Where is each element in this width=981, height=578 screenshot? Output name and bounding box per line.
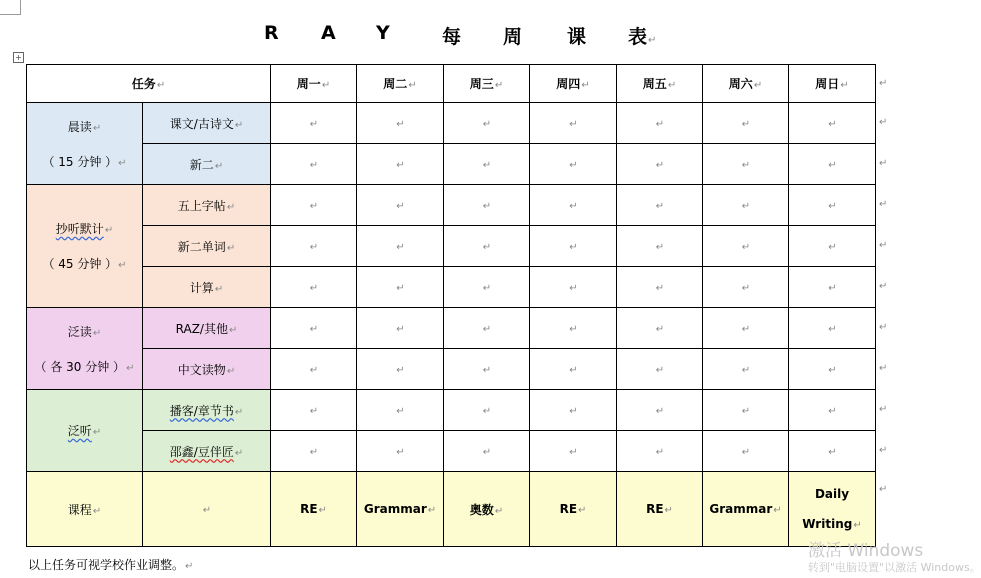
row-end-mark: ↵	[879, 240, 888, 251]
category-extensive-listening[interactable]: 泛听↵	[27, 390, 143, 472]
subtask-cell[interactable]: 课文/古诗文↵	[143, 103, 271, 144]
schedule-cell[interactable]: ↵	[271, 349, 357, 390]
row-end-mark: ↵	[879, 322, 888, 333]
page-title	[230, 22, 680, 48]
schedule-cell[interactable]: ↵	[530, 103, 617, 144]
subtask-cell[interactable]: 计算↵	[143, 267, 271, 308]
schedule-cell[interactable]: ↵	[444, 349, 530, 390]
schedule-cell[interactable]: ↵	[617, 103, 703, 144]
schedule-cell[interactable]: ↵	[703, 267, 789, 308]
table-row	[27, 349, 876, 390]
schedule-cell[interactable]: ↵	[617, 226, 703, 267]
schedule-cell[interactable]: ↵	[357, 267, 444, 308]
schedule-cell[interactable]: ↵	[444, 144, 530, 185]
header-day: 周日↵	[789, 65, 876, 103]
schedule-cell[interactable]: ↵	[444, 185, 530, 226]
course-cell[interactable]: RE↵	[617, 472, 703, 547]
schedule-cell[interactable]: ↵	[789, 185, 876, 226]
subtask-cell[interactable]: 五上字帖↵	[143, 185, 271, 226]
row-end-mark: ↵	[879, 363, 888, 374]
schedule-cell[interactable]: ↵	[271, 431, 357, 472]
schedule-cell[interactable]: ↵	[617, 431, 703, 472]
schedule-cell[interactable]: ↵	[617, 185, 703, 226]
schedule-cell[interactable]: ↵	[271, 103, 357, 144]
subtask-cell[interactable]: 邵鑫/豆伴匠↵	[143, 431, 271, 472]
course-cell[interactable]: 奥数↵	[444, 472, 530, 547]
schedule-cell[interactable]: ↵	[530, 349, 617, 390]
schedule-cell[interactable]: ↵	[617, 267, 703, 308]
schedule-cell[interactable]: ↵	[530, 226, 617, 267]
category-extensive-reading[interactable]: 泛读↵ （ 各 30 分钟 ）↵	[27, 308, 143, 390]
schedule-cell[interactable]: ↵	[271, 308, 357, 349]
schedule-cell[interactable]: ↵	[703, 144, 789, 185]
schedule-cell[interactable]: ↵	[357, 144, 444, 185]
subtask-cell[interactable]: 播客/章节书↵	[143, 390, 271, 431]
row-end-mark: ↵	[879, 117, 888, 128]
row-end-mark: ↵	[879, 445, 888, 456]
row-end-mark: ↵	[879, 78, 888, 89]
schedule-cell[interactable]: ↵	[271, 144, 357, 185]
schedule-cell[interactable]: ↵	[444, 431, 530, 472]
schedule-cell[interactable]: ↵	[444, 226, 530, 267]
schedule-cell[interactable]: ↵	[789, 226, 876, 267]
schedule-cell[interactable]: ↵	[357, 308, 444, 349]
category-morning-reading[interactable]: 晨读↵ （ 15 分钟 ）↵	[27, 103, 143, 185]
schedule-cell[interactable]: ↵	[271, 226, 357, 267]
title-char: 表↵	[628, 26, 657, 48]
course-cell[interactable]: Grammar↵	[357, 472, 444, 547]
schedule-cell[interactable]: ↵	[789, 431, 876, 472]
table-row	[27, 431, 876, 472]
schedule-cell[interactable]: ↵	[357, 103, 444, 144]
schedule-cell[interactable]: ↵	[357, 390, 444, 431]
course-label[interactable]: 课程↵	[27, 472, 143, 547]
table-row	[27, 226, 876, 267]
course-row	[27, 472, 876, 547]
schedule-cell[interactable]: ↵	[357, 185, 444, 226]
title-char: Y	[376, 22, 390, 44]
schedule-cell[interactable]: ↵	[617, 349, 703, 390]
schedule-cell[interactable]: ↵	[444, 390, 530, 431]
schedule-cell[interactable]: ↵	[530, 390, 617, 431]
header-day: 周六↵	[703, 65, 789, 103]
title-char: 课	[567, 26, 587, 48]
schedule-cell[interactable]: ↵	[703, 226, 789, 267]
subtask-cell[interactable]: 中文读物↵	[143, 349, 271, 390]
table-row	[27, 103, 876, 144]
title-char: A	[321, 22, 336, 44]
table-row	[27, 267, 876, 308]
schedule-cell[interactable]: ↵	[444, 308, 530, 349]
table-row	[27, 390, 876, 431]
schedule-cell[interactable]: ↵	[357, 349, 444, 390]
schedule-cell[interactable]: ↵	[530, 185, 617, 226]
schedule-cell[interactable]: ↵	[357, 431, 444, 472]
header-day: 周一↵	[271, 65, 357, 103]
header-day: 周三↵	[444, 65, 530, 103]
schedule-cell[interactable]: ↵	[789, 390, 876, 431]
row-end-mark: ↵	[879, 404, 888, 415]
subtask-cell[interactable]: 新二↵	[143, 144, 271, 185]
schedule-cell[interactable]: ↵	[703, 390, 789, 431]
schedule-cell[interactable]: ↵	[703, 349, 789, 390]
title-char: R	[264, 22, 279, 44]
schedule-cell[interactable]: ↵	[789, 144, 876, 185]
title-char: 每	[442, 26, 462, 48]
header-task: 任务↵	[27, 65, 271, 103]
header-day: 周二↵	[357, 65, 444, 103]
schedule-cell[interactable]: ↵	[444, 267, 530, 308]
schedule-cell[interactable]: ↵	[444, 103, 530, 144]
row-end-mark: ↵	[879, 199, 888, 210]
footnote: 以上任务可视学校作业调整。↵	[28, 558, 194, 572]
table-row	[27, 308, 876, 349]
table-row	[27, 185, 876, 226]
schedule-cell[interactable]: ↵	[703, 308, 789, 349]
schedule-cell[interactable]: ↵	[271, 390, 357, 431]
category-dictation[interactable]: 抄听默计↵ （ 45 分钟 ）↵	[27, 185, 143, 308]
schedule-cell[interactable]: ↵	[789, 267, 876, 308]
schedule-cell[interactable]: ↵	[271, 267, 357, 308]
schedule-cell[interactable]: ↵	[530, 431, 617, 472]
header-day: 周四↵	[530, 65, 617, 103]
schedule-cell[interactable]: ↵	[617, 308, 703, 349]
subtask-cell[interactable]: 新二单词↵	[143, 226, 271, 267]
activation-watermark	[808, 541, 981, 578]
schedule-cell[interactable]: ↵	[789, 349, 876, 390]
course-cell[interactable]: RE↵	[271, 472, 357, 547]
row-end-mark: ↵	[879, 158, 888, 169]
schedule-cell[interactable]: ↵	[271, 185, 357, 226]
subtask-cell[interactable]: RAZ/其他↵	[143, 308, 271, 349]
schedule-cell[interactable]: ↵	[530, 267, 617, 308]
schedule-cell[interactable]: ↵	[789, 308, 876, 349]
schedule-cell[interactable]: ↵	[789, 103, 876, 144]
table-row	[27, 144, 876, 185]
schedule-cell[interactable]: ↵	[617, 144, 703, 185]
watermark-line2: 转到"电脑设置"以激活 Windows。	[808, 561, 981, 574]
header-row	[27, 65, 876, 103]
schedule-cell[interactable]: ↵	[703, 431, 789, 472]
course-cell[interactable]: RE↵	[530, 472, 617, 547]
schedule-cell[interactable]: ↵	[703, 185, 789, 226]
schedule-table	[26, 64, 876, 547]
schedule-cell[interactable]: ↵	[530, 144, 617, 185]
row-end-mark: ↵	[879, 484, 888, 495]
header-day: 周五↵	[617, 65, 703, 103]
schedule-cell[interactable]: ↵	[617, 390, 703, 431]
table-move-handle-icon[interactable]: +	[13, 52, 24, 63]
course-subtask-cell[interactable]: ↵	[143, 472, 271, 547]
row-end-mark: ↵	[879, 281, 888, 292]
schedule-cell[interactable]: ↵	[530, 308, 617, 349]
schedule-cell[interactable]: ↵	[357, 226, 444, 267]
title-char: 周	[503, 26, 523, 48]
course-cell[interactable]: Grammar↵	[703, 472, 789, 547]
page-corner-mark	[0, 0, 21, 15]
course-cell-sunday[interactable]: Daily Writing↵	[789, 472, 876, 547]
schedule-cell[interactable]: ↵	[703, 103, 789, 144]
watermark-line1: 激活 Windows	[808, 541, 924, 561]
